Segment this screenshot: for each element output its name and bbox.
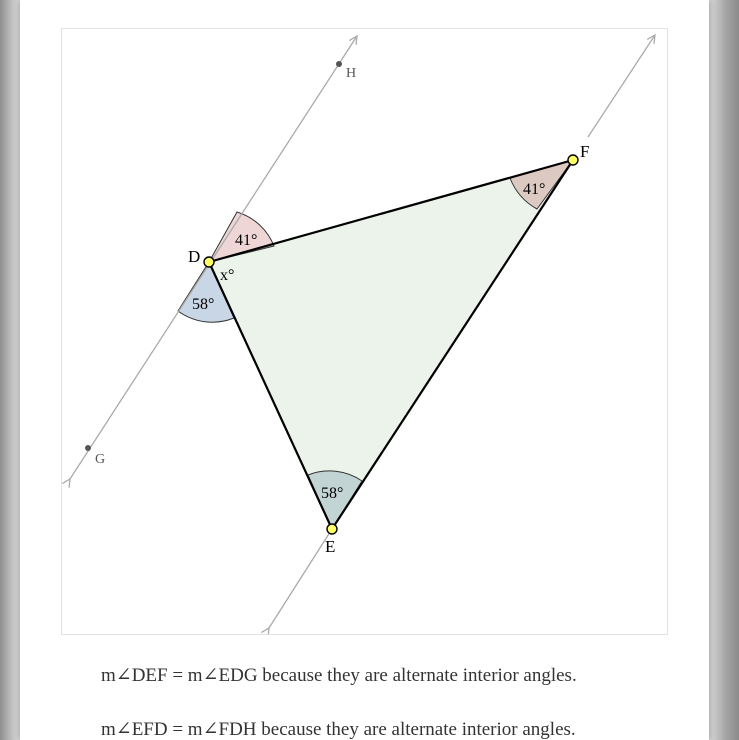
vertex-d xyxy=(204,257,214,267)
page-shadow-right xyxy=(707,0,739,740)
point-g xyxy=(85,445,91,451)
point-h xyxy=(336,61,342,67)
statement-alternate-angles-def: m∠DEF = m∠EDG because they are alternate interior angles. xyxy=(101,665,577,686)
angle-label-x: x° xyxy=(220,267,235,284)
vertex-e xyxy=(327,524,337,534)
angle-label-fdh: 41° xyxy=(235,232,258,249)
line-through-e-f-lower xyxy=(269,529,332,628)
diagram-figure xyxy=(61,28,668,635)
label-d: D xyxy=(188,247,201,266)
label-h: H xyxy=(346,66,357,81)
line-through-e-f-upper xyxy=(588,35,655,137)
label-e: E xyxy=(325,537,336,556)
triangle-def-fill xyxy=(209,160,573,529)
angle-label-edg: 58° xyxy=(192,296,215,313)
page-shadow-left xyxy=(0,0,22,740)
label-f: F xyxy=(580,142,590,161)
worksheet-page xyxy=(20,0,709,740)
statement-alternate-angles-efd: m∠EFD = m∠FDH because they are alternate interior angles. xyxy=(101,719,576,740)
vertex-f xyxy=(568,155,578,165)
angle-label-dfe: 41° xyxy=(523,181,546,198)
label-g: G xyxy=(95,452,106,467)
angle-label-def: 58° xyxy=(321,485,344,502)
geometry-diagram xyxy=(62,29,667,634)
